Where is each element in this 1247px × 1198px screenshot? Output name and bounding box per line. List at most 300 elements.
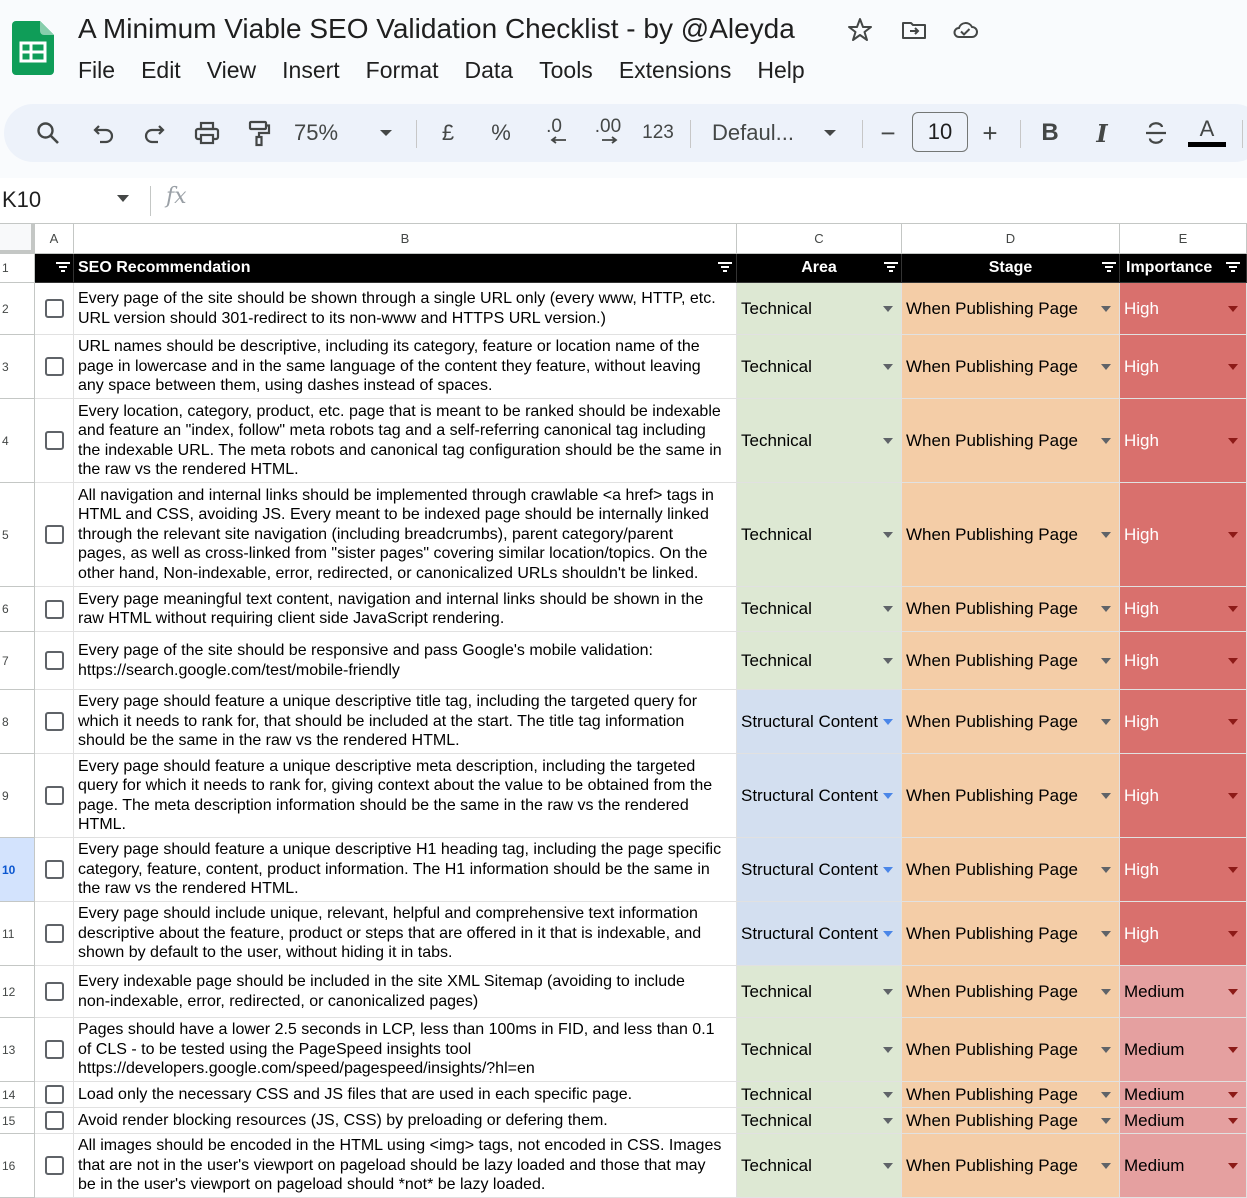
area-dropdown-value: Structural Content <box>741 785 879 805</box>
importance-dropdown[interactable] <box>1120 632 1247 690</box>
undo-icon[interactable] <box>88 104 120 162</box>
importance-dropdown[interactable] <box>1120 483 1247 587</box>
importance-dropdown[interactable] <box>1120 1108 1247 1134</box>
dropdown-arrow-icon[interactable] <box>1101 1118 1111 1124</box>
title-bar <box>0 0 1247 96</box>
area-dropdown-value: Technical <box>741 1084 812 1104</box>
stage-dropdown[interactable] <box>902 902 1120 966</box>
checkbox-icon[interactable] <box>45 651 64 670</box>
checkbox-cell[interactable] <box>35 1082 74 1108</box>
column-header-a[interactable]: A <box>35 224 74 254</box>
area-dropdown[interactable] <box>737 690 902 754</box>
recommendation-text: All navigation and internal links should be implemented through crawlable <a href> tags in HTML and CSS, avoiding JS. Every meant to be indexed page should be internally linked through the relevant site navigation (including breadcrumbs), parent category/parent pages, as well as cross-linked from "sister pages" covering similar location/topics. On the other hand, Non-indexable, error, redirected, or canonicalized URLs shouldn't be linked. <box>78 486 714 582</box>
increase-font-size-button[interactable] <box>976 104 1004 162</box>
move-folder-icon[interactable] <box>900 16 928 44</box>
recommendation-text: Every page should include unique, relevant, helpful and comprehensive text information descriptive about the feature, product or steps that are offered in it that is indexable, and shown by default to the user, without hiding it in tabs. <box>78 905 702 962</box>
dropdown-arrow-icon[interactable] <box>1101 364 1111 370</box>
menu-format[interactable]: Format <box>365 57 439 83</box>
area-dropdown-value: Technical <box>741 981 812 1001</box>
menu-file[interactable]: File <box>78 57 116 83</box>
checkbox-icon[interactable] <box>45 431 64 450</box>
dropdown-arrow-icon[interactable] <box>883 438 893 444</box>
table-row <box>0 690 1247 754</box>
area-dropdown[interactable] <box>737 587 902 632</box>
dropdown-arrow-icon[interactable] <box>883 658 893 664</box>
checkbox-cell[interactable] <box>35 838 74 902</box>
recommendation-cell[interactable] <box>74 838 737 902</box>
importance-dropdown-value: High <box>1124 298 1159 318</box>
stage-dropdown-value: When Publishing Page <box>906 859 1079 879</box>
dropdown-arrow-icon[interactable] <box>1101 989 1111 995</box>
table-row <box>0 1082 1247 1108</box>
dropdown-arrow-icon[interactable] <box>883 793 893 799</box>
recommendation-text: Every page should feature a unique descriptive meta description, including the targeted query for which it needs to rank for, giving context about the value to be obtained from the page. The meta description information should be the same in the raw vs the rendered HTML. <box>78 757 713 833</box>
plus-label: + <box>982 117 998 148</box>
area-dropdown[interactable] <box>737 1082 902 1108</box>
importance-dropdown-value: High <box>1124 356 1159 376</box>
area-dropdown-value: Technical <box>741 298 812 318</box>
recommendation-cell[interactable] <box>74 1108 737 1134</box>
print-icon[interactable] <box>190 104 224 162</box>
checkbox-cell[interactable] <box>35 902 74 966</box>
recommendation-cell[interactable] <box>74 902 737 966</box>
checkbox-cell[interactable] <box>35 632 74 690</box>
checkbox-icon[interactable] <box>45 299 64 318</box>
importance-dropdown[interactable] <box>1120 754 1247 838</box>
spreadsheet-grid[interactable] <box>0 224 1247 1198</box>
dropdown-arrow-icon[interactable] <box>1101 658 1111 664</box>
area-dropdown[interactable] <box>737 902 902 966</box>
font-size-input[interactable]: 10 <box>912 112 968 152</box>
filter-icon[interactable] <box>1102 262 1116 274</box>
checkbox-cell[interactable] <box>35 1108 74 1134</box>
text-color-swatch <box>1188 142 1226 147</box>
dropdown-arrow-icon[interactable] <box>1228 1092 1238 1098</box>
dropdown-arrow-icon[interactable] <box>1228 306 1238 312</box>
stage-dropdown[interactable] <box>902 399 1120 483</box>
toolbar-divider <box>1020 120 1021 148</box>
importance-dropdown-value: Medium <box>1124 1084 1185 1104</box>
header-row <box>0 254 1247 283</box>
dropdown-arrow-icon[interactable] <box>883 719 893 725</box>
dropdown-arrow-icon[interactable] <box>883 1118 893 1124</box>
dropdown-arrow-icon[interactable] <box>883 1047 893 1053</box>
checkbox-cell[interactable] <box>35 690 74 754</box>
menu-view[interactable]: View <box>206 57 257 83</box>
stage-dropdown[interactable] <box>902 1082 1120 1108</box>
recommendation-cell[interactable] <box>74 1082 737 1108</box>
area-dropdown[interactable] <box>737 1134 902 1198</box>
dropdown-arrow-icon[interactable] <box>883 364 893 370</box>
fx-icon: fx <box>166 184 187 209</box>
menu-tools[interactable]: Tools <box>539 57 593 83</box>
importance-dropdown-value: High <box>1124 650 1159 670</box>
decrease-decimal-label: .0 <box>546 116 562 137</box>
decrease-decimal-icon[interactable] <box>534 104 574 162</box>
area-dropdown-value: Technical <box>741 356 812 376</box>
importance-dropdown-value: High <box>1124 785 1159 805</box>
column-header-b[interactable]: B <box>74 224 737 254</box>
checkbox-cell[interactable] <box>35 587 74 632</box>
text-color-label: A <box>1199 115 1215 141</box>
stage-dropdown[interactable] <box>902 1108 1120 1134</box>
area-dropdown[interactable] <box>737 335 902 399</box>
dropdown-arrow-icon[interactable] <box>1101 867 1111 873</box>
strikethrough-icon[interactable] <box>1140 104 1172 162</box>
stage-dropdown[interactable] <box>902 335 1120 399</box>
table-row <box>0 1018 1247 1082</box>
stage-dropdown[interactable] <box>902 966 1120 1018</box>
checkbox-cell[interactable] <box>35 754 74 838</box>
area-dropdown-value: Technical <box>741 1155 812 1175</box>
importance-dropdown[interactable] <box>1120 587 1247 632</box>
area-dropdown[interactable] <box>737 1018 902 1082</box>
stage-dropdown-value: When Publishing Page <box>906 298 1079 318</box>
area-dropdown-value: Technical <box>741 430 812 450</box>
area-dropdown-value: Technical <box>741 1110 812 1130</box>
row-number[interactable]: 15 <box>0 1108 35 1134</box>
checkbox-icon[interactable] <box>45 357 64 376</box>
dropdown-arrow-icon[interactable] <box>1101 931 1111 937</box>
percent-format-button[interactable] <box>486 104 516 162</box>
recommendation-text: Every page should feature a unique descriptive title tag, including the targeted query for which it needs to rank for, that should be included at the start. The title tag information should be the same in the raw vs the rendered HTML. <box>78 693 698 750</box>
more-formats-label: 123 <box>642 122 674 143</box>
importance-dropdown[interactable] <box>1120 690 1247 754</box>
table-row <box>0 838 1247 902</box>
currency-format-button[interactable] <box>434 104 462 162</box>
decrease-font-size-button[interactable] <box>874 104 902 162</box>
redo-icon[interactable] <box>138 104 170 162</box>
column-header-e[interactable]: E <box>1120 224 1247 254</box>
font-family-select[interactable] <box>712 104 812 162</box>
header-cell-recommendation[interactable] <box>74 254 737 283</box>
dropdown-arrow-icon[interactable] <box>1101 1047 1111 1053</box>
checkbox-cell[interactable] <box>35 483 74 587</box>
area-dropdown[interactable] <box>737 838 902 902</box>
table-row <box>0 283 1247 335</box>
recommendation-cell[interactable] <box>74 1134 737 1198</box>
recommendation-cell[interactable] <box>74 483 737 587</box>
toolbar-divider <box>862 120 863 148</box>
importance-dropdown[interactable] <box>1120 1082 1247 1108</box>
bold-label: B <box>1041 119 1059 146</box>
checkbox-icon[interactable] <box>45 982 64 1001</box>
toolbar-area <box>0 96 1247 178</box>
recommendation-text: Pages should have a lower 2.5 seconds in LCP, less than 100ms in FID, and less than 0.1 of CLS - to be tested using the PageSpeed insights tool https://developers.google.com/speed/pagespeed/insights/?hl=en <box>78 1021 715 1078</box>
checkbox-icon[interactable] <box>45 600 64 619</box>
importance-dropdown[interactable] <box>1120 838 1247 902</box>
importance-dropdown[interactable] <box>1120 902 1247 966</box>
table-row <box>0 966 1247 1018</box>
cloud-status-icon[interactable] <box>951 16 979 44</box>
dropdown-arrow-icon[interactable] <box>1101 306 1111 312</box>
recommendation-cell[interactable] <box>74 399 737 483</box>
importance-dropdown[interactable] <box>1120 283 1247 335</box>
header-label: Area <box>801 259 837 276</box>
recommendation-cell[interactable] <box>74 690 737 754</box>
row-number[interactable]: 2 <box>0 283 35 335</box>
dropdown-arrow-icon[interactable] <box>1228 1047 1238 1053</box>
recommendation-cell[interactable] <box>74 1018 737 1082</box>
stage-dropdown-value: When Publishing Page <box>906 1110 1079 1130</box>
dropdown-arrow-icon[interactable] <box>1101 719 1111 725</box>
dropdown-arrow-icon[interactable] <box>1228 1118 1238 1124</box>
table-row <box>0 587 1247 632</box>
increase-decimal-label: .00 <box>594 116 622 137</box>
checkbox-icon[interactable] <box>45 1156 64 1175</box>
importance-dropdown-value: High <box>1124 711 1159 731</box>
recommendation-cell[interactable] <box>74 632 737 690</box>
text-color-icon[interactable] <box>1188 104 1226 162</box>
area-dropdown[interactable] <box>737 483 902 587</box>
importance-dropdown[interactable] <box>1120 1134 1247 1198</box>
header-cell-area[interactable] <box>737 254 902 283</box>
formula-divider <box>150 186 151 216</box>
menu-bar <box>78 54 831 86</box>
recommendation-text: Every indexable page should be included in the site XML Sitemap (avoiding to include non-indexable, error, redirected, or canonicalized pages) <box>78 973 685 1010</box>
dropdown-arrow-icon[interactable] <box>883 606 893 612</box>
dropdown-arrow-icon[interactable] <box>1228 793 1238 799</box>
row-number[interactable]: 11 <box>0 902 35 966</box>
table-row <box>0 483 1247 587</box>
dropdown-arrow-icon[interactable] <box>1228 931 1238 937</box>
importance-dropdown-value: Medium <box>1124 1110 1185 1130</box>
row-number[interactable]: 14 <box>0 1082 35 1108</box>
stage-dropdown-value: When Publishing Page <box>906 1039 1079 1059</box>
table-row <box>0 632 1247 690</box>
checkbox-icon[interactable] <box>45 1085 64 1104</box>
area-dropdown[interactable] <box>737 399 902 483</box>
recommendation-text: Every page of the site should be responsive and pass Google's mobile validation: https://search.google.com/test/mobile-friendly <box>78 642 653 679</box>
dropdown-arrow-icon[interactable] <box>1228 438 1238 444</box>
area-dropdown-value: Technical <box>741 599 812 618</box>
recommendation-text: URL names should be descriptive, including its category, feature or location name of the page in lowercase and in the same language of the content they feature, without leaving any space between them, using dashes instead of spaces. <box>78 338 701 395</box>
stage-dropdown-value: When Publishing Page <box>906 650 1079 670</box>
recommendation-text: All images should be encoded in the HTML using <img> tags, not encoded in CSS. Images that are not in the user's viewport on pageload should be lazy loaded and those that may be in the user's viewport on pageload should *not* be lazy loaded. <box>78 1137 722 1194</box>
table-row <box>0 902 1247 966</box>
importance-dropdown[interactable] <box>1120 335 1247 399</box>
currency-label: £ <box>441 120 455 145</box>
zoom-value: 75% <box>294 120 339 145</box>
checkbox-cell[interactable] <box>35 1018 74 1082</box>
importance-dropdown-value: High <box>1124 430 1159 450</box>
font-family-value: Defaul... <box>712 120 794 145</box>
stage-dropdown[interactable] <box>902 632 1120 690</box>
filter-icon[interactable] <box>718 262 732 274</box>
dropdown-arrow-icon[interactable] <box>1101 1092 1111 1098</box>
checkbox-cell[interactable] <box>35 399 74 483</box>
dropdown-arrow-icon[interactable] <box>1101 438 1111 444</box>
recommendation-text: Every page meaningful text content, navigation and internal links should be shown in the raw HTML without requiring client side JavaScript rendering. <box>78 590 704 627</box>
more-formats-button[interactable] <box>638 104 678 162</box>
importance-dropdown-value: High <box>1124 859 1159 879</box>
stage-dropdown[interactable] <box>902 283 1120 335</box>
chevron-down-icon[interactable] <box>116 194 130 203</box>
checkbox-icon[interactable] <box>45 525 64 544</box>
dropdown-arrow-icon[interactable] <box>1228 532 1238 538</box>
row-number[interactable]: 7 <box>0 632 35 690</box>
checkbox-icon[interactable] <box>45 1111 64 1130</box>
dropdown-arrow-icon[interactable] <box>1101 793 1111 799</box>
filter-icon[interactable] <box>56 262 70 274</box>
filter-icon[interactable] <box>884 262 898 274</box>
stage-dropdown-value: When Publishing Page <box>906 711 1079 731</box>
area-dropdown-value: Structural Content <box>741 711 879 731</box>
menu-insert[interactable]: Insert <box>282 57 340 83</box>
recommendation-cell[interactable] <box>74 966 737 1018</box>
name-box[interactable]: K10 <box>2 187 42 212</box>
area-dropdown-value: Technical <box>741 650 812 670</box>
recommendation-text: Every page should feature a unique descriptive H1 heading tag, including the page specific category, feature, content, product information. The H1 information should be the same in the raw vs the rendered HTML. <box>78 841 722 898</box>
table-row <box>0 335 1247 399</box>
sheets-logo-icon[interactable] <box>12 21 54 75</box>
recommendation-text: Every page of the site should be shown through a single URL only (every www, HTTP, etc. URL version should 301-redirect to its non-www and HTTPS URL version.) <box>78 290 716 327</box>
area-dropdown-value: Technical <box>741 524 812 544</box>
checkbox-cell[interactable] <box>35 283 74 335</box>
stage-dropdown-value: When Publishing Page <box>906 599 1079 618</box>
column-header-c[interactable]: C <box>737 224 902 254</box>
stage-dropdown-value: When Publishing Page <box>906 981 1079 1001</box>
stage-dropdown-value: When Publishing Page <box>906 1155 1079 1175</box>
menu-data[interactable]: Data <box>464 57 514 83</box>
stage-dropdown-value: When Publishing Page <box>906 1084 1079 1104</box>
bold-icon[interactable] <box>1036 104 1064 162</box>
stage-dropdown[interactable] <box>902 1134 1120 1198</box>
percent-label: % <box>491 120 511 145</box>
checkbox-cell[interactable] <box>35 335 74 399</box>
dropdown-arrow-icon[interactable] <box>1228 719 1238 725</box>
checkbox-cell[interactable] <box>35 966 74 1018</box>
row-number[interactable]: 12 <box>0 966 35 1018</box>
row-number[interactable]: 5 <box>0 483 35 587</box>
stage-dropdown[interactable] <box>902 754 1120 838</box>
area-dropdown[interactable] <box>737 283 902 335</box>
chevron-down-icon[interactable] <box>818 104 842 162</box>
header-label: SEO Recommendation <box>78 259 251 277</box>
stage-dropdown-value: When Publishing Page <box>906 524 1079 544</box>
recommendation-cell[interactable] <box>74 587 737 632</box>
checkbox-icon[interactable] <box>45 1040 64 1059</box>
dropdown-arrow-icon[interactable] <box>1228 606 1238 612</box>
table-row <box>0 1108 1247 1134</box>
area-dropdown[interactable] <box>737 754 902 838</box>
dropdown-arrow-icon[interactable] <box>1228 1163 1238 1169</box>
importance-dropdown-value: Medium <box>1124 1155 1185 1175</box>
filter-icon[interactable] <box>1226 262 1240 274</box>
area-dropdown[interactable] <box>737 966 902 1018</box>
recommendation-text: Every location, category, product, etc. page that is meant to be ranked should be indexable and feature an "index, follow" meta robots tag and a self-referring canonical tag including the indexable URL. The meta robots and canonical tag configuration should be the same in the raw vs the rendered HTML. <box>78 402 722 478</box>
dropdown-arrow-icon[interactable] <box>1228 989 1238 995</box>
area-dropdown[interactable] <box>737 632 902 690</box>
dropdown-arrow-icon[interactable] <box>1228 364 1238 370</box>
recommendation-cell[interactable] <box>74 283 737 335</box>
dropdown-arrow-icon[interactable] <box>883 989 893 995</box>
increase-decimal-icon[interactable] <box>588 104 628 162</box>
row-number[interactable]: 16 <box>0 1134 35 1198</box>
paint-format-icon[interactable] <box>244 104 274 162</box>
recommendation-text: Avoid render blocking resources (JS, CSS) by preloading or defering them. <box>78 1111 608 1129</box>
area-dropdown-value: Technical <box>741 1039 812 1059</box>
checkbox-cell[interactable] <box>35 1134 74 1198</box>
importance-dropdown-value: Medium <box>1124 981 1185 1001</box>
importance-dropdown-value: High <box>1124 923 1159 943</box>
menu-extensions[interactable]: Extensions <box>618 57 732 83</box>
row-number[interactable]: 9 <box>0 754 35 838</box>
recommendation-cell[interactable] <box>74 335 737 399</box>
menu-edit[interactable]: Edit <box>141 57 181 83</box>
toolbar-divider <box>416 120 417 148</box>
star-icon[interactable] <box>846 16 874 44</box>
dropdown-arrow-icon[interactable] <box>883 867 893 873</box>
dropdown-arrow-icon[interactable] <box>1101 532 1111 538</box>
row-number[interactable]: 10 <box>0 838 35 902</box>
stage-dropdown[interactable] <box>902 483 1120 587</box>
area-dropdown-value: Structural Content <box>741 923 879 943</box>
header-cell-stage[interactable] <box>902 254 1120 283</box>
dropdown-arrow-icon[interactable] <box>883 931 893 937</box>
area-dropdown[interactable] <box>737 1108 902 1134</box>
dropdown-arrow-icon[interactable] <box>1228 658 1238 664</box>
importance-dropdown[interactable] <box>1120 399 1247 483</box>
row-number[interactable]: 8 <box>0 690 35 754</box>
document-title[interactable]: A Minimum Viable SEO Validation Checklist - by @Aleyda <box>78 13 795 44</box>
table-row <box>0 399 1247 483</box>
importance-dropdown-value: High <box>1124 524 1159 544</box>
row-number[interactable]: 13 <box>0 1018 35 1082</box>
dropdown-arrow-icon[interactable] <box>1101 1163 1111 1169</box>
row-number[interactable]: 3 <box>0 335 35 399</box>
stage-dropdown-value: When Publishing Page <box>906 923 1079 943</box>
checkbox-icon[interactable] <box>45 786 64 805</box>
checkbox-icon[interactable] <box>45 924 64 943</box>
stage-dropdown-value: When Publishing Page <box>906 356 1079 376</box>
stage-dropdown-value: When Publishing Page <box>906 785 1079 805</box>
checkbox-icon[interactable] <box>45 860 64 879</box>
recommendation-cell[interactable] <box>74 754 737 838</box>
dropdown-arrow-icon[interactable] <box>883 1092 893 1098</box>
stage-dropdown[interactable] <box>902 690 1120 754</box>
importance-dropdown-value: High <box>1124 599 1159 618</box>
select-all-corner[interactable] <box>0 224 35 254</box>
table-row <box>0 754 1247 838</box>
menu-help[interactable]: Help <box>757 57 805 83</box>
recommendation-text: Load only the necessary CSS and JS files that are used in each specific page. <box>78 1085 633 1103</box>
dropdown-arrow-icon[interactable] <box>1101 606 1111 612</box>
stage-dropdown-value: When Publishing Page <box>906 430 1079 450</box>
zoom-select[interactable] <box>294 104 354 162</box>
dropdown-arrow-icon[interactable] <box>883 532 893 538</box>
stage-dropdown[interactable] <box>902 587 1120 632</box>
row-number[interactable]: 1 <box>0 254 35 283</box>
dropdown-arrow-icon[interactable] <box>883 306 893 312</box>
area-dropdown-value: Structural Content <box>741 859 879 879</box>
stage-dropdown[interactable] <box>902 838 1120 902</box>
stage-dropdown[interactable] <box>902 1018 1120 1082</box>
row-number[interactable]: 6 <box>0 587 35 632</box>
dropdown-arrow-icon[interactable] <box>1228 867 1238 873</box>
dropdown-arrow-icon[interactable] <box>883 1163 893 1169</box>
chevron-down-icon[interactable] <box>374 104 398 162</box>
search-icon[interactable] <box>32 104 64 162</box>
importance-dropdown[interactable] <box>1120 966 1247 1018</box>
minus-label: − <box>880 117 896 148</box>
importance-dropdown[interactable] <box>1120 1018 1247 1082</box>
checkbox-icon[interactable] <box>45 712 64 731</box>
column-header-d[interactable]: D <box>902 224 1120 254</box>
header-label: Stage <box>988 259 1033 276</box>
row-number[interactable]: 4 <box>0 399 35 483</box>
italic-icon[interactable] <box>1088 104 1116 162</box>
